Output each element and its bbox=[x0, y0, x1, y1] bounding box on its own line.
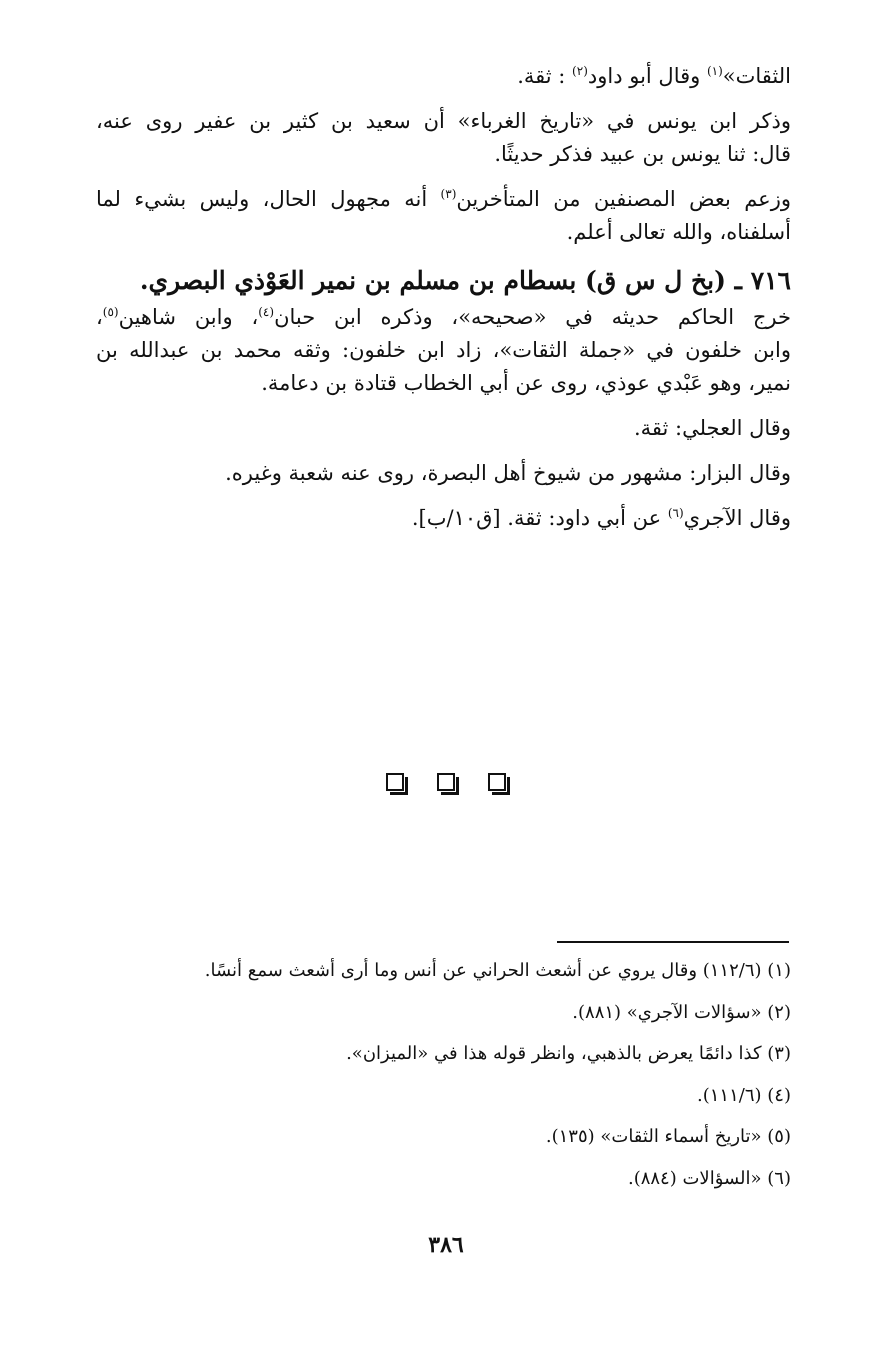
text-segment: وقال أبو داود bbox=[587, 64, 707, 88]
page-number: ٣٨٦ bbox=[428, 1232, 464, 1258]
text-segment: عن أبي داود: ثقة. [ق١٠/ب]. bbox=[411, 506, 668, 530]
text-line-2: وذكر ابن يونس في «تاريخ الغرباء» أن سعيد بن كثير بن عفير روى عنه، bbox=[96, 109, 791, 133]
text-line-1 bbox=[96, 60, 791, 93]
text-line-8: نمير، وهو عَبْدي عوذي، روى عن أبي الخطاب قتادة بن دعامة. bbox=[261, 371, 791, 395]
text-line-9: وقال العجلي: ثقة. bbox=[633, 416, 791, 440]
text-segment: وقال الآجري bbox=[683, 506, 791, 530]
section-divider bbox=[0, 773, 892, 795]
text-segment: خرج الحاكم حديثه في «صحيحه»، وذكره ابن حبان bbox=[274, 305, 791, 329]
square-ornament-icon bbox=[437, 773, 455, 791]
footnote-ref[interactable]: (٤) bbox=[258, 305, 275, 319]
text-line-11 bbox=[96, 502, 791, 535]
text-line-3: قال: ثنا يونس بن عبيد فذكر حديثًا. bbox=[494, 142, 791, 166]
footnote-ref[interactable]: (٢) bbox=[572, 64, 588, 78]
text-line-10: وقال البزار: مشهور من شيوخ أهل البصرة، روى عنه شعبة وغيره. bbox=[225, 461, 791, 485]
text-segment: أنه مجهول الحال، وليس بشيء لما bbox=[96, 187, 441, 211]
text-segment: وزعم بعض المصنفين من المتأخرين bbox=[456, 187, 791, 211]
text-segment: : ثقة. bbox=[517, 64, 573, 88]
text-line-7: وابن خلفون في «جملة الثقات»، زاد ابن خلفون: وثقه محمد بن عبدالله بن bbox=[96, 338, 791, 362]
footnote-2: (٢) «سؤالات الآجري» (٨٨١). bbox=[572, 1001, 791, 1023]
text-segment: الثقات» bbox=[722, 64, 791, 88]
text-line-4 bbox=[96, 183, 791, 216]
footnote-3: (٣) كذا دائمًا يعرض بالذهبي، وانظر قوله هذا في «الميزان». bbox=[346, 1043, 791, 1064]
footnote-ref[interactable]: (٣) bbox=[440, 187, 457, 201]
footnote-ref[interactable]: (٦) bbox=[667, 506, 684, 520]
footnote-4: (٤) (١١١/٦). bbox=[697, 1084, 791, 1106]
square-ornament-icon bbox=[386, 773, 404, 791]
text-line-6 bbox=[96, 301, 791, 334]
footnote-5: (٥) «تاريخ أسماء الثقات» (١٣٥). bbox=[545, 1126, 791, 1147]
footnote-ref[interactable]: (١) bbox=[706, 64, 723, 78]
text-segment: ، bbox=[96, 305, 103, 329]
text-segment: ، وابن شاهين bbox=[118, 305, 259, 329]
footnote-6: (٦) «السؤالات (٨٨٤). bbox=[627, 1167, 791, 1189]
footnotes bbox=[96, 950, 791, 1199]
text-line-5: أسلفناه، والله تعالى أعلم. bbox=[566, 220, 791, 244]
footnote-rule bbox=[557, 941, 789, 943]
main-text bbox=[96, 60, 791, 535]
footnote-1: (١) (١١٢/٦) وقال يروي عن أشعث الحراني عن أنس وما أرى أشعث سمع أنسًا. bbox=[204, 960, 791, 981]
square-ornament-icon bbox=[488, 773, 506, 791]
footnote-ref[interactable]: (٥) bbox=[102, 305, 119, 319]
entry-heading: ٧١٦ ـ (بخ ل س ق) بسطام بن مسلم بن نمير العَوْذي البصري. bbox=[139, 266, 791, 295]
